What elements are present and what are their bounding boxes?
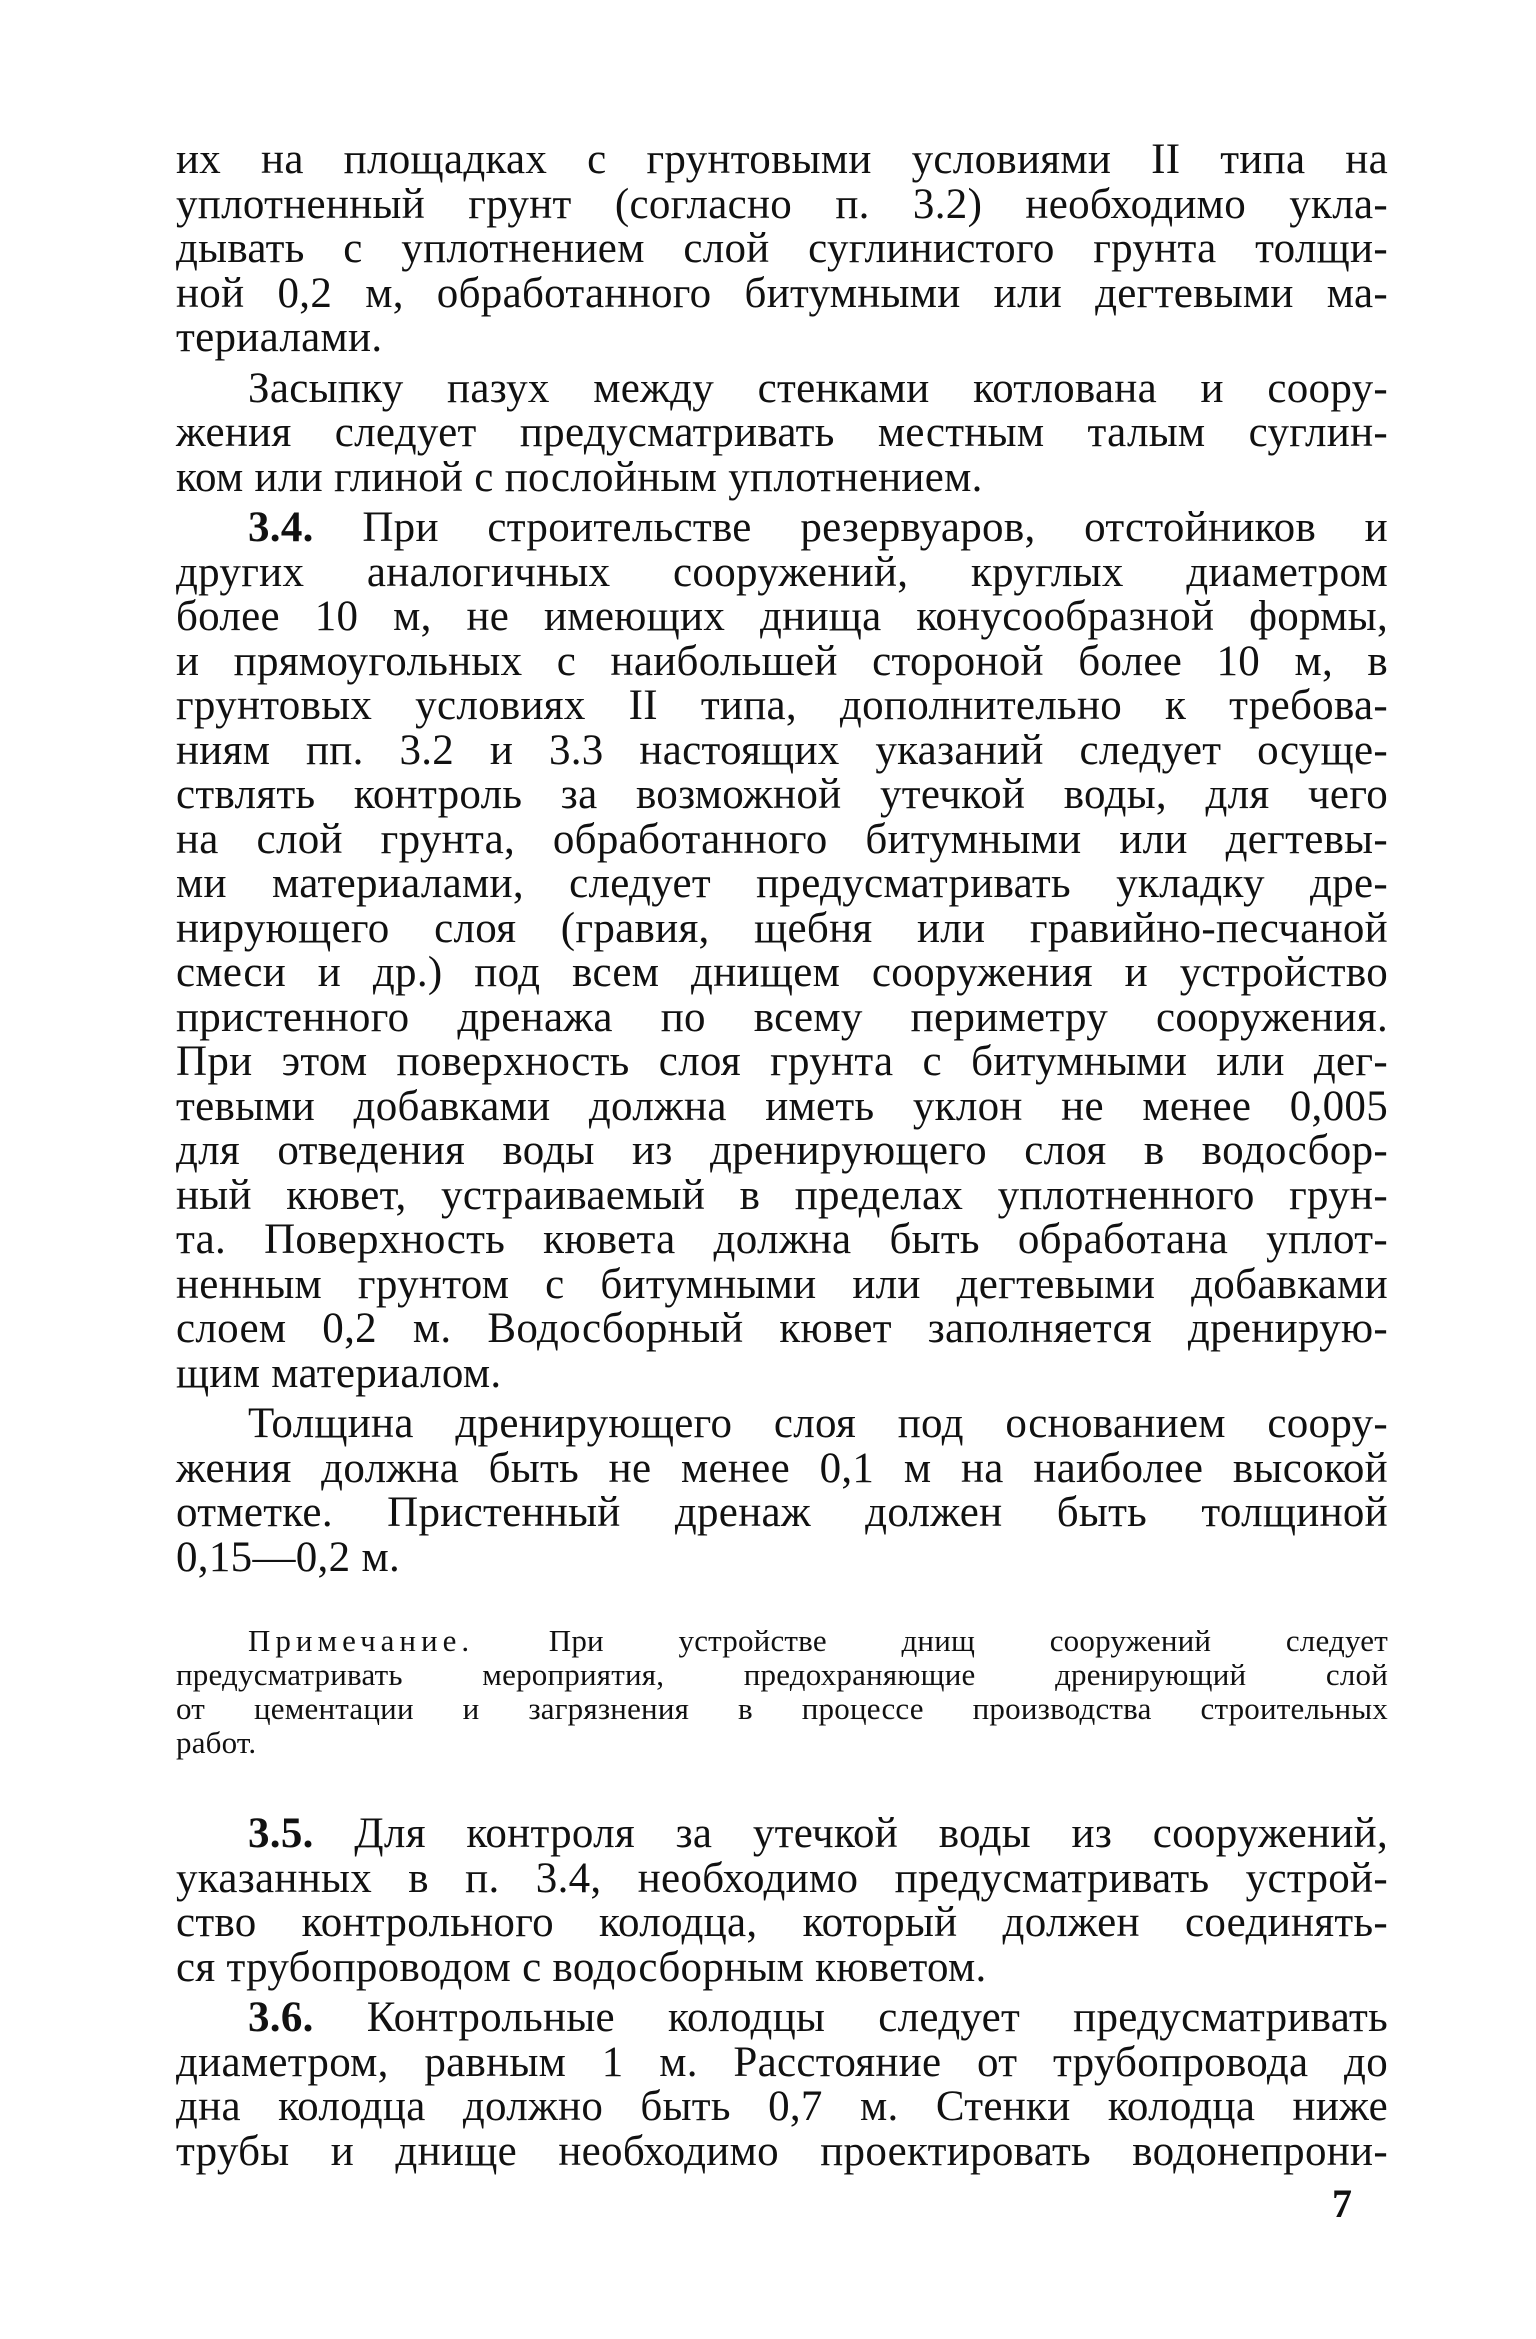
note-block [176,1624,1388,1760]
text-line: ми материалами, следует предусматривать укладку дре- [176,860,1388,907]
text-line: ствлять контроль за возможной утечкой воды, для чего [176,771,1388,818]
text-line: отметке. Пристенный дренаж должен быть толщиной [176,1489,1388,1536]
text-line: щим материалом. [176,1349,502,1397]
text-line: ся трубопроводом с водосборным кюветом. [176,1943,987,1991]
text-line: и прямоугольных с наибольшей стороной более 10 м, в [176,637,1388,685]
paragraph-drain-thickness [176,1402,1388,1580]
text-line: 0,15—0,2 м. [176,1533,401,1581]
section-3-5 [176,1812,1388,1990]
text-fragment: Для контроля за утечкой воды из сооружений, [313,1810,1388,1857]
text-line: ниям пп. 3.2 и 3.3 настоящих указаний следует осуще- [176,726,1388,774]
text-line: на слой грунта, обработанного битумными или дегтевы- [176,815,1388,863]
note-line: предусматривать мероприятия, предохраняющие дренирующий слой [176,1657,1388,1692]
section-number: 3.4. [248,504,314,551]
document-page [176,138,1388,2180]
note-line: работ. [176,1725,257,1760]
text-line: их на площадках с грунтовыми условиями II типа на [176,136,1388,183]
text-fragment: Контрольные колодцы следует предусматривать [313,1994,1388,2041]
text-line: более 10 м, не имеющих днища конусообразной формы, [176,593,1388,640]
note-line [176,1624,1388,1658]
text-line: При этом поверхность слоя грунта с битумными или дег- [176,1038,1388,1085]
text-line: дывать с уплотнением слой суглинистого грунта толщи- [176,225,1388,272]
text-line: трубы и днище необходимо проектировать водонепрони- [176,2127,1388,2175]
text-line: грунтовых условиях II типа, дополнительно к требова- [176,682,1388,729]
text-line [176,1996,1388,2041]
text-fragment: При строительстве резервуаров, отстойников и [313,504,1388,551]
text-line: жения следует предусматривать местным талым суглин- [176,409,1388,456]
text-fragment: При устройстве днищ сооружений следует [474,1623,1388,1658]
paragraph-continuation [176,138,1388,361]
text-line: ненным грунтом с битумными или дегтевыми добавками [176,1260,1388,1308]
text-line: ство контрольного колодца, который должен соединять- [176,1899,1388,1946]
section-3-4 [176,506,1388,1396]
note-label: Примечание. [248,1623,475,1658]
text-line: Толщина дренирующего слоя под основанием соору- [248,1400,1388,1447]
text-line: других аналогичных сооружений, круглых диаметром [176,548,1388,596]
paragraph-backfill [176,364,1388,501]
text-line: дна колодца должно быть 0,7 м. Стенки колодца ниже [176,2083,1388,2130]
text-line: ный кювет, устраиваемый в пределах уплотненного грун- [176,1171,1388,1219]
text-line: слоем 0,2 м. Водосборный кювет заполняется дренирую- [176,1305,1388,1352]
note-line: от цементации и загрязнения в процессе производства строительных [176,1691,1388,1726]
text-line: тевыми добавками должна иметь уклон не менее 0,005 [176,1082,1388,1130]
text-line: та. Поверхность кювета должна быть обработана уплот- [176,1216,1388,1263]
text-line: жения должна быть не менее 0,1 м на наиболее высокой [176,1444,1388,1492]
text-line: нирующего слоя (гравия, щебня или гравийно-песчаной [176,904,1388,952]
text-line [176,506,1388,551]
text-line: Засыпку пазух между стенками котлована и соору- [248,364,1388,412]
text-line: для отведения воды из дренирующего слоя в водосбор- [176,1127,1388,1174]
text-line [176,1812,1388,1857]
section-3-6 [176,1996,1388,2174]
text-line: уплотненный грунт (согласно п. 3.2) необходимо укла- [176,180,1388,228]
section-number: 3.6. [248,1994,314,2041]
text-line: диаметром, равным 1 м. Расстояние от трубопровода до [176,2038,1388,2086]
text-line: смеси и др.) под всем днищем сооружения и устройство [176,949,1388,996]
text-line: пристенного дренажа по всему периметру сооружения. [176,993,1388,1041]
text-line: указанных в п. 3.4, необходимо предусматривать устрой- [176,1854,1388,1902]
text-line: ной 0,2 м, обработанного битумными или дегтевыми ма- [176,269,1388,317]
text-line: териалами. [176,314,383,361]
page-number: 7 [1332,2181,1352,2226]
text-line: ком или глиной с послойным уплотнением. [176,453,983,501]
section-number: 3.5. [248,1810,314,1857]
